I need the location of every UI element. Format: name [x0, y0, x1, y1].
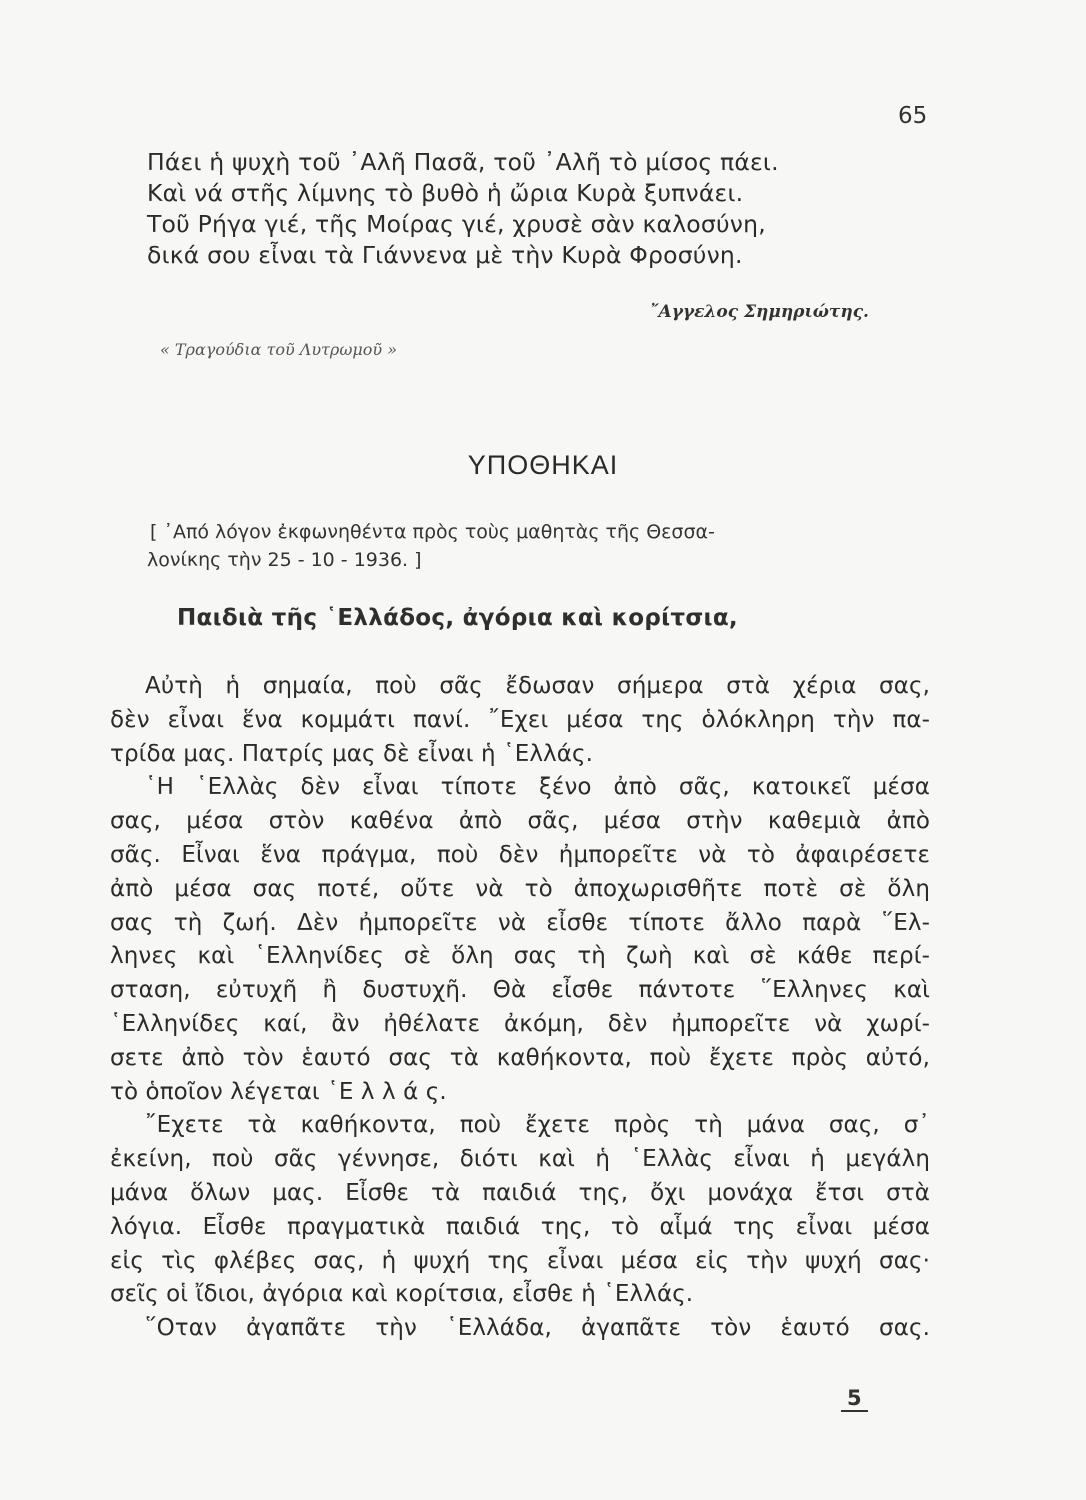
body-line: εἰς τὶς φλέβες σας, ἡ ψυχή της εἶναι μέσα εἰς τὴν ψυχή σας·: [110, 1247, 930, 1274]
poem-line: Πάει ἡ ψυχὴ τοῦ ᾿Αλῆ Πασᾶ, τοῦ ᾿Αλῆ τὸ μίσος πάει.: [147, 148, 779, 176]
body-line: ῎Εχετε τὰ καθήκοντα, ποὺ ἔχετε πρὸς τὴ μάνα σας, σ᾿: [145, 1112, 930, 1139]
poem-line: Τοῦ Ρήγα γιέ, τῆς Μοίρας γιέ, χρυσὲ σὰν καλοσύνη,: [147, 210, 766, 238]
note-line: λονίκης τὴν 25 - 10 - 1936. ]: [147, 549, 422, 571]
body-line: σας τὴ ζωή. Δὲν ἠμπορεῖτε νὰ εἶσθε τίποτε ἄλλο παρὰ ῞Ελ-: [110, 909, 930, 936]
poem-stanza: [147, 147, 927, 271]
body-line: ῾Η ῾Ελλὰς δὲν εἶναι τίποτε ξένο ἀπὸ σᾶς, κατοικεῖ μέσα: [145, 774, 930, 801]
note-line: [ ᾿Από λόγον ἐκφωνηθέντα πρὸς τοὺς μαθητὰς τῆς Θεσσα-: [150, 521, 715, 543]
body-line: τὸ ὁποῖον λέγεται ῾Ε λ λ ά ς.: [110, 1078, 447, 1105]
body-line: Αὐτὴ ἡ σημαία, ποὺ σᾶς ἔδωσαν σήμερα στὰ χέρια σας,: [145, 673, 930, 699]
section-title: ΥΠΟΘΗΚΑΙ: [467, 450, 619, 480]
page-number: 65: [898, 103, 928, 129]
body-line: σᾶς. Εἶναι ἕνα πράγμα, ποὺ δὲν ἠμπορεῖτε νὰ τὸ ἀφαιρέσετε: [110, 841, 930, 868]
poem-source: « Τραγούδια τοῦ Λυτρωμοῦ »: [160, 340, 397, 359]
body-line: σας, μέσα στὸν καθένα ἀπὸ σᾶς, μέσα στὴν καθεμιὰ ἀπὸ: [110, 808, 930, 835]
signature-number: 5: [841, 1386, 868, 1412]
section-note: [147, 518, 937, 574]
body-line: μάνα ὅλων μας. Εἶσθε τὰ παιδιά της, ὄχι μονάχα ἔτσι στὰ: [110, 1179, 930, 1206]
body-line: ἐκείνη, ποὺ σᾶς γέννησε, διότι καὶ ἡ ῾Ελλὰς εἶναι ἡ μεγάλη: [110, 1146, 930, 1173]
body-line: σταση, εὐτυχῆ ἢ δυστυχῆ. Θὰ εἶσθε πάντοτε ῞Ελληνες καὶ: [110, 977, 930, 1004]
body-line: τρίδα μας. Πατρίς μας δὲ εἶναι ἡ ῾Ελλάς.: [110, 740, 594, 767]
body-line: σετε ἀπὸ τὸν ἑαυτό σας τὰ καθήκοντα, ποὺ ἔχετε πρὸς αὐτό,: [110, 1044, 930, 1071]
body-line: ῾Ελληνίδες καί, ἂν ἠθέλατε ἀκόμη, δὲν ἠμπορεῖτε νὰ χωρί-: [110, 1010, 930, 1037]
body-line: δὲν εἶναι ἕνα κομμάτι πανί. ῎Εχει μέσα της ὁλόκληρη τὴν πα-: [110, 706, 930, 733]
body-line: σεῖς οἱ ἴδιοι, ἀγόρια καὶ κορίτσια, εἶσθε ἡ ῾Ελλάς.: [110, 1281, 694, 1308]
poem-line: Καὶ νά στῆς λίμνης τὸ βυθὸ ἡ ὤρια Κυρὰ ξυπνάει.: [147, 179, 744, 207]
body-line: ῞Οταν ἀγαπᾶτε τὴν ῾Ελλάδα, ἀγαπᾶτε τὸν ἑαυτό σας.: [145, 1315, 930, 1342]
body-line: ληνες καὶ ῾Ελληνίδες σὲ ὅλη σας τὴ ζωὴ καὶ σὲ κάθε περί-: [110, 943, 930, 970]
body-line: λόγια. Εἶσθε πραγματικὰ παιδιά της, τὸ αἷμά της εἶναι μέσα: [110, 1213, 930, 1240]
body-line: ἀπὸ μέσα σας ποτέ, οὔτε νὰ τὸ ἀποχωρισθῆτε ποτὲ σὲ ὅλη: [110, 875, 930, 902]
section-heading: Παιδιὰ τῆς ῾Ελλάδος, ἀγόρια καὶ κορίτσια,: [177, 605, 738, 631]
poem-line: δικά σου εἶναι τὰ Γιάννενα μὲ τὴν Κυρὰ Φροσύνη.: [147, 241, 743, 269]
body-text: [110, 670, 930, 1346]
poem-author: ῎Αγγελος Σημηριώτης.: [650, 302, 869, 322]
signature-mark: [841, 1386, 868, 1410]
